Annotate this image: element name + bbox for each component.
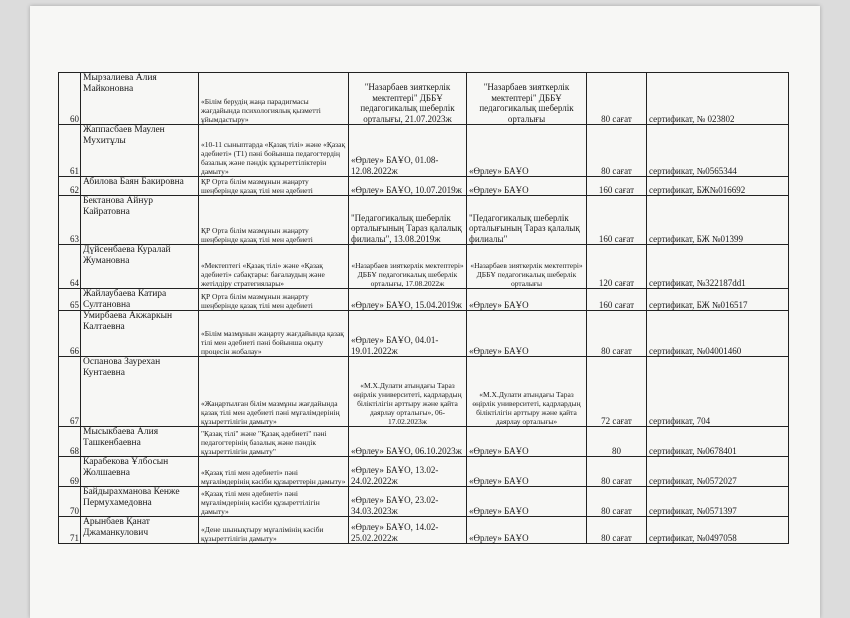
training-table bbox=[58, 72, 789, 544]
table-row bbox=[59, 311, 789, 357]
table-row bbox=[59, 487, 789, 517]
course-title: «Білім берудің жаңа парадигмасы жағдайында психологиялық қызметті ұйымдастыру» bbox=[199, 73, 349, 125]
organizer-and-date: «Өрлеу» БАҰО, 01.08-12.08.2022ж bbox=[349, 125, 467, 177]
table-row bbox=[59, 357, 789, 427]
hours: 80 сағат bbox=[587, 457, 647, 487]
organizer: «Назарбаев зияткерлік мектептері» ДББҰ педагогикалық шеберлік орталығы bbox=[467, 245, 587, 289]
table-row bbox=[59, 177, 789, 196]
hours: 160 сағат bbox=[587, 289, 647, 311]
certificate: сертификат, №0571397 bbox=[647, 487, 789, 517]
organizer-and-date: «Өрлеу» БАҰО, 04.01-19.01.2022ж bbox=[349, 311, 467, 357]
certificate: сертификат, БЖ №01399 bbox=[647, 196, 789, 245]
organizer-and-date: «Назарбаев зияткерлік мектептері» ДББҰ педагогикалық шеберлік орталығы, 17.08.2022ж bbox=[349, 245, 467, 289]
certificate: сертификат, №0497058 bbox=[647, 517, 789, 544]
table-row bbox=[59, 196, 789, 245]
organizer-and-date: «Өрлеу» БАҰО, 13.02-24.02.2022ж bbox=[349, 457, 467, 487]
hours: 80 сағат bbox=[587, 487, 647, 517]
organizer: «Өрлеу» БАҰО bbox=[467, 177, 587, 196]
table-row bbox=[59, 517, 789, 544]
hours: 160 сағат bbox=[587, 196, 647, 245]
teacher-name: Умирбаева Акжаркын Калтаевна bbox=[81, 311, 199, 357]
organizer-and-date: «Өрлеу» БАҰО, 14.02-25.02.2022ж bbox=[349, 517, 467, 544]
certificate: сертификат, № 023802 bbox=[647, 73, 789, 125]
organizer: «М.Х.Дулати атындағы Тараз өңірлік университеті, кадрлардың біліктілігін арттыру және қайта даярлау орталығы» bbox=[467, 357, 587, 427]
course-title: «Жаңартылған білім мазмұны жағдайында қазақ тілі мен әдебиеті пәні мұғалімдерінің құзыреттілігін дамыту» bbox=[199, 357, 349, 427]
row-number: 64 bbox=[59, 245, 81, 289]
certificate: сертификат, №0565344 bbox=[647, 125, 789, 177]
certificate: сертификат, №322187dd1 bbox=[647, 245, 789, 289]
teacher-name: Бектанова Айнур Кайратовна bbox=[81, 196, 199, 245]
hours: 80 сағат bbox=[587, 73, 647, 125]
hours: 80 сағат bbox=[587, 517, 647, 544]
course-title: ҚР Орта білім мазмұнын жаңарту шеңберінде қазақ тілі мен әдебиеті bbox=[199, 289, 349, 311]
table-row bbox=[59, 73, 789, 125]
teacher-name: Жайлаубаева Катира Султановна bbox=[81, 289, 199, 311]
organizer: «Өрлеу» БАҰО bbox=[467, 487, 587, 517]
course-title: «Білім мазмұнын жаңарту жағдайында қазақ тілі мен әдебиеті пәні бойынша оқыту процесін жобалау» bbox=[199, 311, 349, 357]
course-title: ҚР Орта білім мазмұнын жаңарту шеңберінде қазақ тілі мен әдебиеті bbox=[199, 196, 349, 245]
teacher-name: Мырзалиева Алия Майконовна bbox=[81, 73, 199, 125]
teacher-name: Дүйсенбаева Куралай Жумановна bbox=[81, 245, 199, 289]
hours: 80 сағат bbox=[587, 125, 647, 177]
course-title: «10-11 сыныптарда «Қазақ тілі» және «Қазақ әдебиеті» (Т1) пәні бойынша педагогтердің базалық және пәндік құзыреттіліктерін дамыту» bbox=[199, 125, 349, 177]
row-number: 65 bbox=[59, 289, 81, 311]
row-number: 71 bbox=[59, 517, 81, 544]
certificate: сертификат, №0572027 bbox=[647, 457, 789, 487]
certificate: сертификат, №04001460 bbox=[647, 311, 789, 357]
row-number: 67 bbox=[59, 357, 81, 427]
certificate: сертификат, БЖ №016517 bbox=[647, 289, 789, 311]
table-row bbox=[59, 245, 789, 289]
hours: 80 bbox=[587, 427, 647, 457]
organizer-and-date: "Педагогикалық шеберлік орталығының Тараз қалалық филиалы", 13.08.2019ж bbox=[349, 196, 467, 245]
certificate: сертификат, №0678401 bbox=[647, 427, 789, 457]
hours: 72 сағат bbox=[587, 357, 647, 427]
teacher-name: Карабекова Ұлбосын Жолшаевна bbox=[81, 457, 199, 487]
table-row bbox=[59, 125, 789, 177]
row-number: 69 bbox=[59, 457, 81, 487]
course-title: "Қазақ тілі" және "Қазақ әдебиеті" пәні педагогтерінің базалық және пәндік құзыреттілігін дамыту" bbox=[199, 427, 349, 457]
hours: 80 сағат bbox=[587, 311, 647, 357]
organizer: "Назарбаев зияткерлік мектептері" ДББҰ педагогикалық шеберлік орталығы bbox=[467, 73, 587, 125]
organizer: "Педагогикалық шеберлік орталығының Тараз қалалық филиалы" bbox=[467, 196, 587, 245]
hours: 160 сағат bbox=[587, 177, 647, 196]
organizer-and-date: «Өрлеу» БАҰО, 10.07.2019ж bbox=[349, 177, 467, 196]
organizer-and-date: «Өрлеу» БАҰО, 15.04.2019ж bbox=[349, 289, 467, 311]
organizer: «Өрлеу» БАҰО bbox=[467, 517, 587, 544]
organizer-and-date: «Өрлеу» БАҰО, 23.02-34.03.2023ж bbox=[349, 487, 467, 517]
organizer-and-date: «М.Х.Дулати атындағы Тараз өңірлік университеті, кадрлардың біліктілігін арттыру және қайта даярлау орталығы», 06-17.02.2023ж bbox=[349, 357, 467, 427]
course-title: «Қазақ тілі мен әдебиеті» пәні мұғалімдерінің кәсіби құзыреттілігін дамыту» bbox=[199, 487, 349, 517]
course-title: ҚР Орта білім мазмұнын жаңарту шеңберінде қазақ тілі мен әдебиеті bbox=[199, 177, 349, 196]
teacher-name: Мысыкбаева Алия Ташкенбаевна bbox=[81, 427, 199, 457]
organizer: «Өрлеу» БАҰО bbox=[467, 289, 587, 311]
organizer-and-date: "Назарбаев зияткерлік мектептері" ДББҰ педагогикалық шеберлік орталығы, 21.07.2023ж bbox=[349, 73, 467, 125]
teacher-name: Арынбаев Қанат Джаманкулович bbox=[81, 517, 199, 544]
organizer: «Өрлеу» БАҰО bbox=[467, 427, 587, 457]
row-number: 60 bbox=[59, 73, 81, 125]
certificate: сертификат, 704 bbox=[647, 357, 789, 427]
table-row bbox=[59, 457, 789, 487]
organizer: «Өрлеу» БАҰО bbox=[467, 125, 587, 177]
hours: 120 сағат bbox=[587, 245, 647, 289]
teacher-name: Байдырахманова Кенже Пермухамедовна bbox=[81, 487, 199, 517]
organizer: «Өрлеу» БАҰО bbox=[467, 457, 587, 487]
row-number: 70 bbox=[59, 487, 81, 517]
table-row bbox=[59, 427, 789, 457]
row-number: 62 bbox=[59, 177, 81, 196]
course-title: «Қазақ тілі мен әдебиеті» пәні мұғалімдерінің кәсіби құзыреттерін дамыту» bbox=[199, 457, 349, 487]
organizer: «Өрлеу» БАҰО bbox=[467, 311, 587, 357]
teacher-name: Абилова Баян Бакировна bbox=[81, 177, 199, 196]
row-number: 61 bbox=[59, 125, 81, 177]
course-title: «Мектептегі «Қазақ тілі» және «Қазақ әдебиеті» сабақтары: бағалаудың және жетілдіру стратегиялары» bbox=[199, 245, 349, 289]
certificate: сертификат, БЖ№016692 bbox=[647, 177, 789, 196]
teacher-name: Оспанова Заурехан Кунтаевна bbox=[81, 357, 199, 427]
row-number: 63 bbox=[59, 196, 81, 245]
teacher-name: Жаппасбаев Маулен Мухитұлы bbox=[81, 125, 199, 177]
table-row bbox=[59, 289, 789, 311]
row-number: 68 bbox=[59, 427, 81, 457]
organizer-and-date: «Өрлеу» БАҰО, 06.10.2023ж bbox=[349, 427, 467, 457]
course-title: «Дене шынықтыру мұғалімінің кәсіби құзыреттілігін дамыту» bbox=[199, 517, 349, 544]
row-number: 66 bbox=[59, 311, 81, 357]
